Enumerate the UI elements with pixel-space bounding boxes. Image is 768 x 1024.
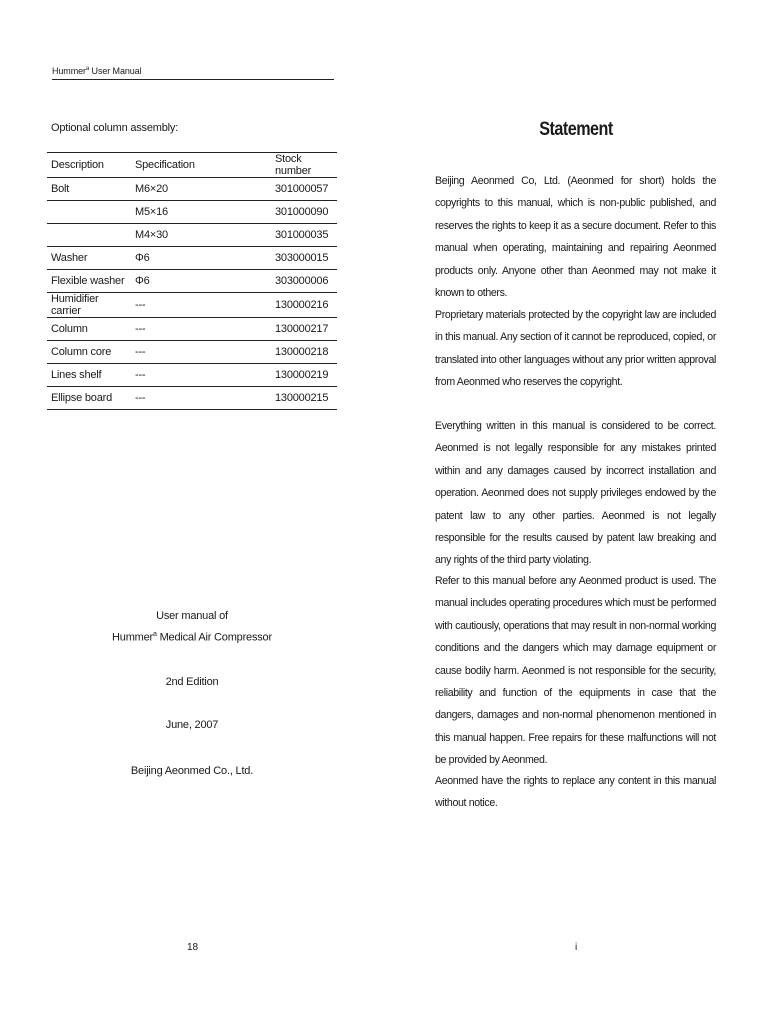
table-cell: Φ6 — [135, 252, 150, 264]
header-trademark: a — [85, 66, 90, 72]
cover-date: June, 2007 — [165, 719, 219, 731]
table-cell: 130000217 — [275, 323, 329, 335]
statement-paragraph: Refer to this manual before any Aeonmed product is used. The manual includes operating procedures which must be performed with cautiously, operations that may result in non-normal working conditions and the dangers which may damage equipment or cause bodily harm. Aeonmed is not responsible for the security, reliability and function of the equipments in case that the dangers, damages and non-normal phenomenon mentioned in this manual happen. Free repairs for these malfunctions will not be provided by Aeonmed. — [435, 575, 716, 767]
table-row — [47, 318, 337, 341]
column-header: Stock number — [275, 153, 312, 177]
cover-title-line2 — [96, 631, 288, 644]
cover-product: Medical Air Compressor — [156, 631, 272, 644]
table-cell: --- — [135, 346, 146, 358]
right-page — [384, 0, 768, 1024]
table-cell: --- — [135, 369, 146, 381]
page-number: 18 — [187, 942, 199, 953]
table-cell: Washer — [51, 252, 88, 264]
statement-paragraph: Everything written in this manual is considered to be correct. Aeonmed is not legally responsible for any mistakes printed within and any damages caused by incorrect installation and operation. Aeonmed does not supply privileges endowed by the patent law to any other parties. Aeonmed is not legally responsible for the results caused by patent law breaking and any rights of the third party violating. — [435, 420, 716, 567]
parts-table — [47, 152, 337, 410]
table-row — [47, 364, 337, 387]
page-number: i — [575, 942, 578, 953]
header-rest: User Manual — [89, 66, 142, 76]
table-cell: Humidifier carrier — [51, 293, 99, 317]
table-cell: Ellipse board — [51, 392, 112, 404]
table-cell: 301000057 — [275, 183, 329, 195]
table-cell: Flexible washer — [51, 275, 125, 287]
running-header — [52, 66, 334, 80]
table-row — [47, 293, 337, 318]
table-row — [47, 247, 337, 270]
header-brand: Hummer — [52, 66, 86, 76]
table-cell: Bolt — [51, 183, 70, 195]
table-header-row — [47, 153, 337, 178]
table-cell: 303000015 — [275, 252, 329, 264]
table-row — [47, 387, 337, 410]
table-row — [47, 341, 337, 364]
column-header: Specification — [135, 159, 195, 171]
table-cell: 130000219 — [275, 369, 329, 381]
table-cell — [47, 224, 131, 247]
table-cell: 130000216 — [275, 299, 329, 311]
table-cell: M5×16 — [135, 206, 168, 218]
table-cell — [47, 201, 131, 224]
table-cell: 130000218 — [275, 346, 329, 358]
table-caption: Optional column assembly: — [51, 122, 179, 134]
table-cell: Φ6 — [135, 275, 150, 287]
table-cell: M4×30 — [135, 229, 168, 241]
table-row — [47, 270, 337, 293]
table-row — [47, 201, 337, 224]
cover-company: Beijing Aeonmed Co., Ltd. — [130, 765, 254, 777]
table-row — [47, 178, 337, 201]
column-header: Description — [51, 159, 104, 171]
table-cell: Column core — [51, 346, 112, 358]
table-cell: 301000035 — [275, 229, 329, 241]
table-cell: --- — [135, 392, 146, 404]
cover-trademark: a — [153, 631, 157, 638]
cover-brand: Hummer — [112, 631, 154, 644]
table-row — [47, 224, 337, 247]
statement-title: Statement — [539, 119, 613, 140]
table-cell: M6×20 — [135, 183, 168, 195]
table-cell: --- — [135, 323, 146, 335]
table-cell: 303000006 — [275, 275, 329, 287]
table-cell: Lines shelf — [51, 369, 102, 381]
table-cell: 301000090 — [275, 206, 329, 218]
statement-paragraph: Aeonmed have the rights to replace any content in this manual without notice. — [435, 775, 716, 810]
table-cell: 130000215 — [275, 392, 329, 404]
table-cell: Column — [51, 323, 88, 335]
cover-edition: 2nd Edition — [165, 676, 219, 688]
statement-paragraph: Beijing Aeonmed Co, Ltd. (Aeonmed for short) holds the copyrights to this manual, which is non-public published, and reserves the rights to keep it as a secure document. Refer to this manual when operating, maintaining and repairing Aeonmed products only. Anyone other than Aeonmed may not make it known to others. — [435, 175, 716, 300]
table-cell: --- — [135, 299, 146, 311]
statement-paragraph: Proprietary materials protected by the copyright law are included in this manual. Any section of it cannot be reproduced, copied, or translated into other languages without any prior written approval from Aeonmed who reserves the copyright. — [435, 309, 716, 389]
cover-title-line1: User manual of — [156, 610, 228, 622]
